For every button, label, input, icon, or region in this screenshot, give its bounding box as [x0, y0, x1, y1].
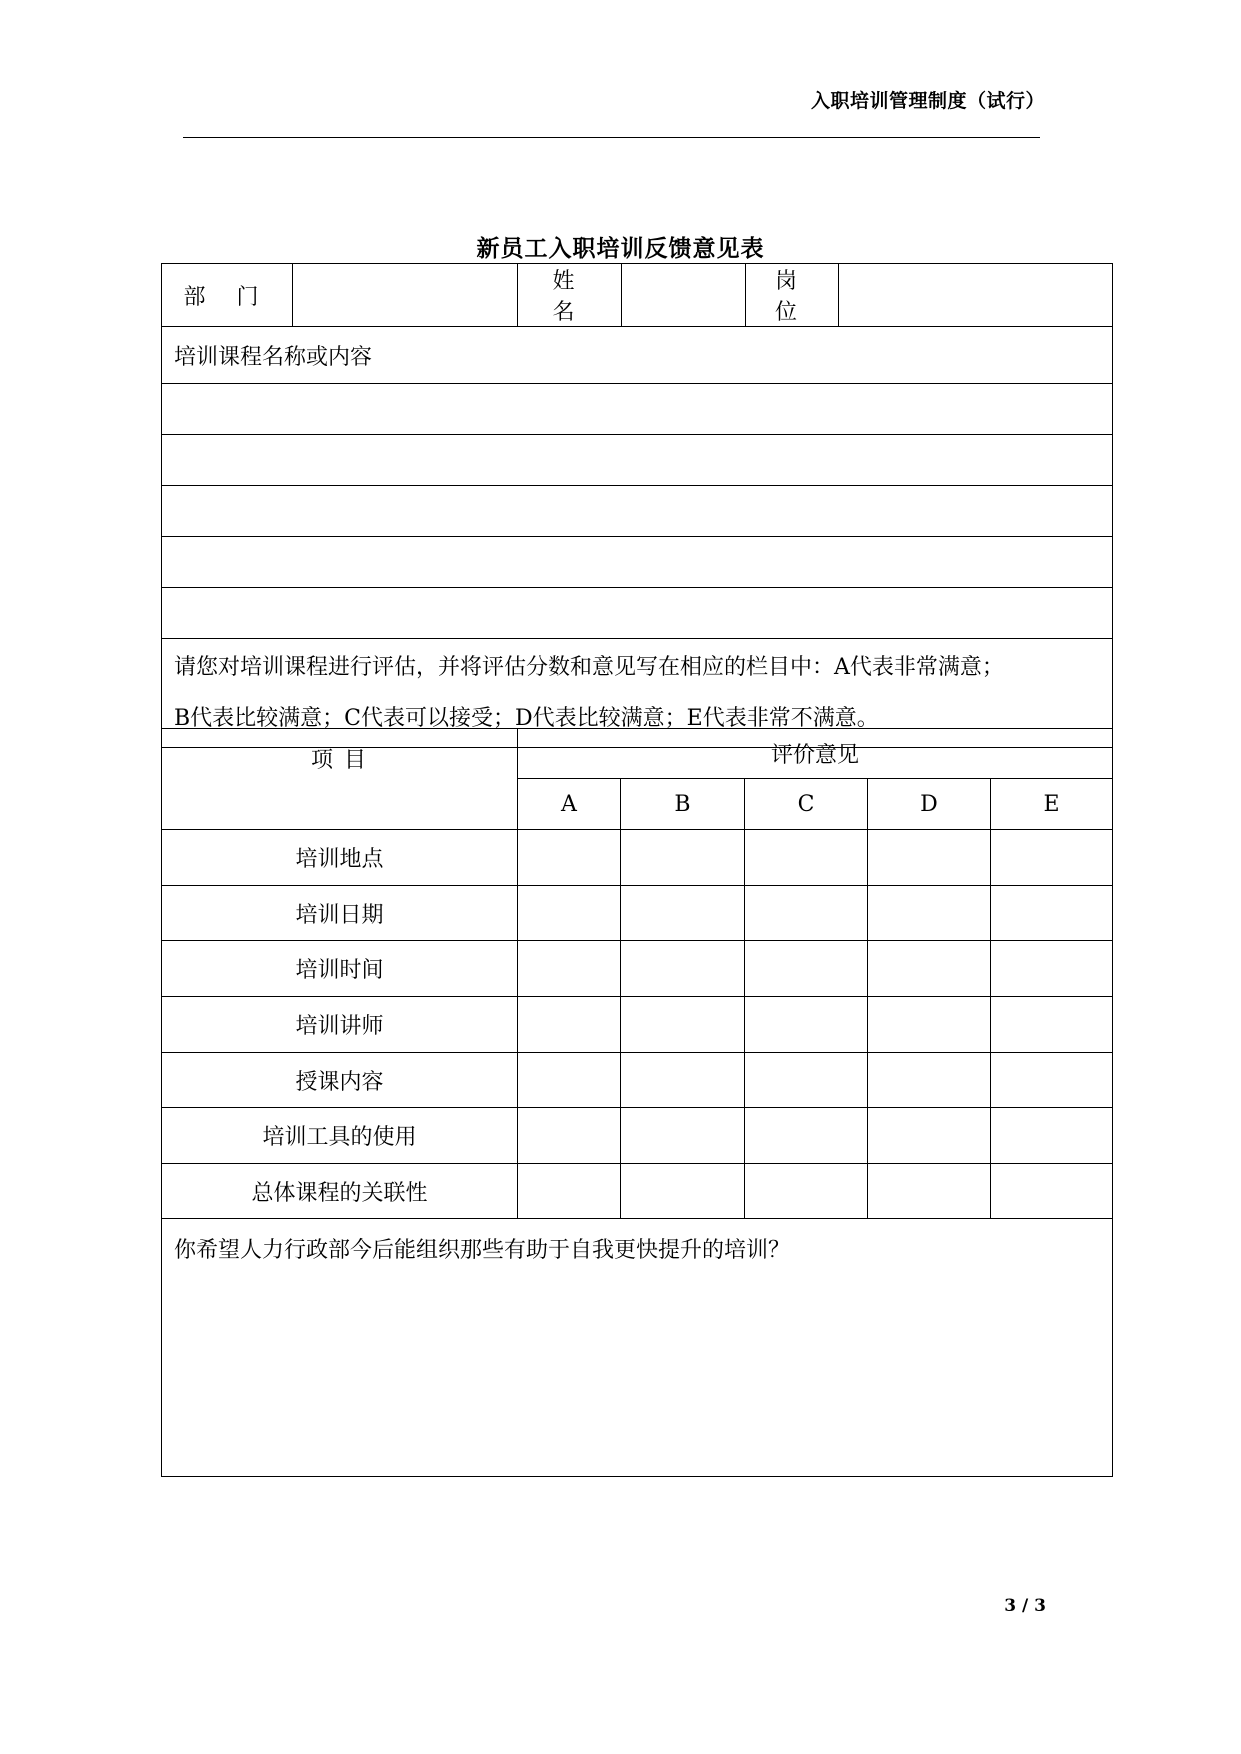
rating-cell-a[interactable] — [518, 886, 621, 941]
item-label: 总体课程的关联性 — [162, 1164, 518, 1219]
rating-cell-a[interactable] — [518, 1053, 621, 1108]
rating-row — [162, 830, 1113, 886]
feedback-form-table — [161, 263, 1113, 748]
form-title: 新员工入职培训反馈意见表 — [476, 235, 765, 262]
rating-cell-b[interactable] — [621, 1164, 745, 1219]
rating-cell-d[interactable] — [868, 1164, 991, 1219]
rating-cell-d[interactable] — [868, 941, 991, 997]
item-label: 培训工具的使用 — [162, 1108, 518, 1164]
course-line-1[interactable] — [162, 384, 1113, 435]
grade-header-a: A — [518, 779, 621, 830]
rating-cell-c[interactable] — [745, 830, 868, 886]
rating-cell-c[interactable] — [745, 1164, 868, 1219]
rating-row — [162, 1108, 1113, 1164]
department-field[interactable] — [293, 264, 518, 327]
rating-cell-d[interactable] — [868, 997, 991, 1053]
item-label: 培训地点 — [162, 830, 518, 886]
grade-header-c: C — [745, 779, 868, 830]
rating-cell-e[interactable] — [991, 886, 1113, 941]
position-field[interactable] — [839, 264, 1113, 327]
name-label: 姓 名 — [518, 264, 622, 327]
item-column-header: 项 目 — [162, 729, 518, 830]
rating-row — [162, 886, 1113, 941]
rating-cell-e[interactable] — [991, 1108, 1113, 1164]
rating-cell-c[interactable] — [745, 1053, 868, 1108]
rating-cell-c[interactable] — [745, 997, 868, 1053]
item-label: 培训日期 — [162, 886, 518, 941]
rating-cell-d[interactable] — [868, 1108, 991, 1164]
rating-cell-c[interactable] — [745, 886, 868, 941]
header-divider — [183, 137, 1040, 138]
suggestion-field[interactable] — [162, 1219, 1113, 1477]
rating-cell-e[interactable] — [991, 830, 1113, 886]
rating-cell-b[interactable] — [621, 1053, 745, 1108]
rating-table — [161, 728, 1113, 1477]
instruction-line-1: 请您对培训课程进行评估，并将评估分数和意见写在相应的栏目中：A代表非常满意； — [174, 655, 1004, 680]
rating-column-header: 评价意见 — [518, 729, 1113, 779]
department-label: 部 门 — [162, 264, 293, 327]
rating-cell-a[interactable] — [518, 1108, 621, 1164]
course-line-3[interactable] — [162, 486, 1113, 537]
rating-cell-b[interactable] — [621, 886, 745, 941]
rating-cell-b[interactable] — [621, 830, 745, 886]
rating-cell-e[interactable] — [991, 1164, 1113, 1219]
rating-cell-d[interactable] — [868, 830, 991, 886]
rating-cell-e[interactable] — [991, 1053, 1113, 1108]
rating-cell-e[interactable] — [991, 941, 1113, 997]
rating-cell-a[interactable] — [518, 830, 621, 886]
rating-row — [162, 997, 1113, 1053]
position-label: 岗 位 — [746, 264, 839, 327]
rating-cell-e[interactable] — [991, 997, 1113, 1053]
grade-header-e: E — [991, 779, 1113, 830]
item-label: 培训讲师 — [162, 997, 518, 1053]
rating-cell-c[interactable] — [745, 1108, 868, 1164]
rating-cell-d[interactable] — [868, 1053, 991, 1108]
item-label: 培训时间 — [162, 941, 518, 997]
info-row — [162, 264, 1113, 327]
suggestion-question: 你希望人力行政部今后能组织那些有助于自我更快提升的培训？ — [174, 1238, 791, 1263]
course-line-5[interactable] — [162, 588, 1113, 639]
rating-row — [162, 1053, 1113, 1108]
rating-cell-c[interactable] — [745, 941, 868, 997]
rating-cell-b[interactable] — [621, 1108, 745, 1164]
course-label: 培训课程名称或内容 — [162, 327, 1113, 384]
rating-cell-a[interactable] — [518, 1164, 621, 1219]
grade-header-b: B — [621, 779, 745, 830]
rating-cell-b[interactable] — [621, 997, 745, 1053]
document-header-title: 入职培训管理制度（试行） — [810, 90, 1045, 112]
name-field[interactable] — [622, 264, 746, 327]
course-line-2[interactable] — [162, 435, 1113, 486]
item-label: 授课内容 — [162, 1053, 518, 1108]
rating-cell-a[interactable] — [518, 997, 621, 1053]
rating-cell-d[interactable] — [868, 886, 991, 941]
grade-header-d: D — [868, 779, 991, 830]
rating-row — [162, 941, 1113, 997]
page-number: 3 / 3 — [1004, 1596, 1046, 1616]
rating-row — [162, 1164, 1113, 1219]
rating-cell-a[interactable] — [518, 941, 621, 997]
course-line-4[interactable] — [162, 537, 1113, 588]
instruction-line-2: B代表比较满意；C代表可以接受；D代表比较满意；E代表非常不满意。 — [174, 706, 879, 731]
rating-cell-b[interactable] — [621, 941, 745, 997]
